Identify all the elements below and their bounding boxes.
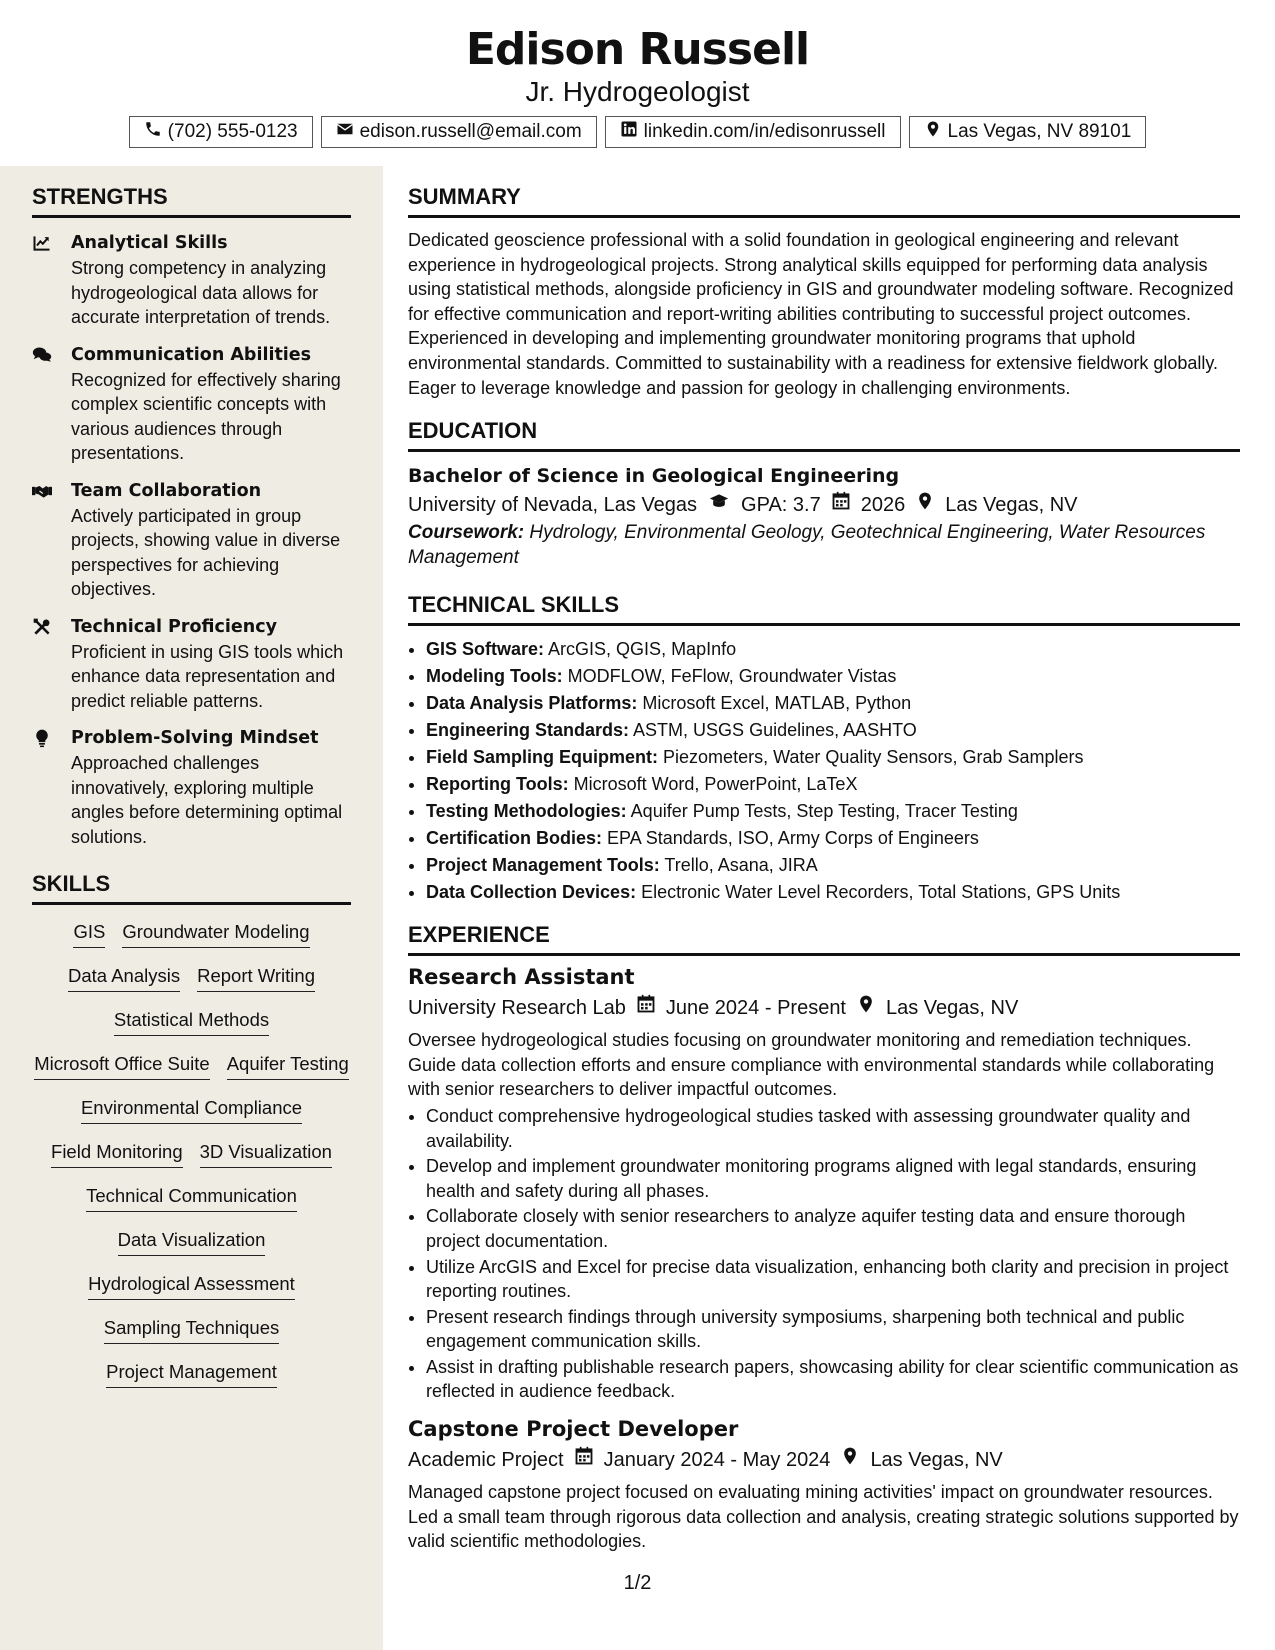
comments-icon [32,345,54,365]
school-location: Las Vegas, NV [945,494,1078,517]
skill-tag: Report Writing [197,963,315,992]
chart-line-icon [32,233,54,253]
list-item: • Present research findings through university symposiums, sharpening both technical and public engagement communication skills. [426,1305,1240,1354]
tech-value: Microsoft Excel, MATLAB, Python [642,693,912,714]
resume-header [0,0,1275,148]
job-dates: June 2024 - Present [665,997,846,1020]
summary-heading: SUMMARY [408,184,1240,218]
calendar-icon [636,992,656,1024]
tech-label: Testing Methodologies: [426,801,627,822]
school-name: University of Nevada, Las Vegas [408,494,698,517]
list-item [426,636,1240,663]
list-item [426,717,1240,744]
tools-icon [32,617,54,637]
skills-list [32,905,351,1388]
linkedin-icon [620,120,638,144]
strength-title: Communication Abilities [71,344,312,365]
candidate-role: Jr. Hydrogeologist [525,76,750,107]
skill-tag: Field Monitoring [51,1139,183,1168]
tech-label: Field Sampling Equipment: [426,747,659,768]
tech-value: Microsoft Word, PowerPoint, LaTeX [573,774,858,795]
tech-label: Modeling Tools: [426,666,563,687]
handshake-icon [32,481,54,501]
lightbulb-icon [32,728,54,748]
list-item [426,690,1240,717]
map-pin-icon [924,120,942,144]
education-meta [408,489,1240,521]
summary-text: Dedicated geoscience professional with a solid foundation in geological engineering and relevant experience in hydrogeological projects. Strong analytical skills equipped for performing data analysis using statistical methods, alongside proficiency in GIS and groundwater modeling software. Recognized for effective communication and report-writing abilities contributing to successful project outcomes. Experienced in developing and implementing groundwater monitoring programs that uphold environmental standards. Committed to sustainability with a readiness for extensive fieldwork globally. Eager to leverage knowledge and passion for geology in challenging environments. [408,230,1234,398]
contact-phone[interactable] [129,116,313,148]
job-description: Managed capstone project focused on evaluating mining activities' impact on groundwater resources. Led a small team through rigorous data collection and analysis, creating strategic solutions supported by valid scientific methodologies. [408,1482,1239,1552]
candidate-name: Edison Russell [465,24,810,75]
map-pin-icon [840,1444,860,1476]
contact-linkedin-text: linkedin.com/in/edisonrussell [643,121,886,142]
coursework [408,521,1240,570]
job-org: University Research Lab [408,997,626,1020]
strength-item [32,478,351,602]
strength-desc: Approached challenges innovatively, exploring multiple angles before determining optimal solutions. [71,753,343,847]
degree-title: Bachelor of Science in Geological Engineering [408,465,900,488]
strengths-heading: STRENGTHS [32,184,351,218]
tech-value: ArcGIS, QGIS, MapInfo [548,639,737,660]
list-item: • Conduct comprehensive hydrogeological studies tasked with assessing groundwater quality and availability. [426,1104,1240,1153]
skill-tag: Hydrological Assessment [88,1271,295,1300]
list-item [426,798,1240,825]
job-title: Capstone Project Developer [408,1417,739,1442]
calendar-icon [574,1444,594,1476]
strength-desc: Proficient in using GIS tools which enhance data representation and predict reliable patterns. [71,641,344,711]
tech-label: Project Management Tools: [426,855,660,876]
job-location: Las Vegas, NV [886,997,1019,1020]
tech-value: EPA Standards, ISO, Army Corps of Engineers [607,828,979,849]
tech-label: Data Collection Devices: [426,882,637,903]
strength-title: Team Collaboration [71,480,262,501]
strength-item [32,342,351,466]
coursework-list: Hydrology, Environmental Geology, Geotechnical Engineering, Water Resources Management [408,522,1206,568]
tech-value: ASTM, USGS Guidelines, AASHTO [633,720,917,741]
list-item [426,663,1240,690]
contact-location-text: Las Vegas, NV 89101 [947,121,1132,142]
tech-label: Reporting Tools: [426,774,569,795]
tech-label: Engineering Standards: [426,720,630,741]
skill-tag: Microsoft Office Suite [34,1051,209,1080]
list-item [426,879,1240,906]
strength-item [32,725,351,849]
strength-item [32,230,351,330]
skill-tag: Aquifer Testing [227,1051,349,1080]
tech-value: Aquifer Pump Tests, Step Testing, Tracer Testing [630,801,1018,822]
job-location: Las Vegas, NV [870,1449,1003,1472]
skill-tag: 3D Visualization [200,1139,332,1168]
tech-label: GIS Software: [426,639,545,660]
job-meta [408,1444,1240,1476]
job-meta [408,992,1240,1024]
experience-heading: EXPERIENCE [408,922,1240,956]
tech-value: Piezometers, Water Quality Sensors, Grab Samplers [663,747,1084,768]
strength-item [32,614,351,714]
envelope-icon [336,120,354,144]
list-item [426,852,1240,879]
tech-value: Trello, Asana, JIRA [664,855,818,876]
tech-value: Electronic Water Level Recorders, Total Stations, GPS Units [641,882,1121,903]
gpa: GPA: 3.7 [741,494,821,517]
tech-value: MODFLOW, FeFlow, Groundwater Vistas [567,666,897,687]
page-number: 1/2 [623,1572,652,1594]
skill-tag: Statistical Methods [114,1007,269,1036]
list-item: • Assist in drafting publishable research papers, showcasing ability for clear scientific communication as reflected in audience feedback. [426,1355,1240,1404]
job-org: Academic Project [408,1449,564,1472]
contact-linkedin[interactable] [605,116,901,148]
technical-skills-list [408,636,1240,906]
skill-tag: Data Analysis [68,963,180,992]
strength-title: Analytical Skills [71,233,228,253]
list-item: • Develop and implement groundwater monitoring programs aligned with legal standards, ensuring health and safety during all phases. [426,1154,1240,1203]
contact-email-text: edison.russell@email.com [359,121,582,142]
sidebar [0,166,383,1650]
strength-title: Technical Proficiency [71,616,277,637]
skills-heading: SKILLS [32,871,351,905]
list-item [426,744,1240,771]
skill-tag: Project Management [106,1359,277,1388]
main-content [408,166,1240,1554]
tech-label: Data Analysis Platforms: [426,693,638,714]
list-item [426,825,1240,852]
phone-icon [144,120,162,144]
contact-phone-text: (702) 555-0123 [167,121,298,142]
map-pin-icon [856,992,876,1024]
map-pin-icon [915,489,935,521]
education-heading: EDUCATION [408,418,1240,452]
contact-location[interactable] [909,116,1147,148]
tech-label: Certification Bodies: [426,828,603,849]
strength-desc: Recognized for effectively sharing complex scientific concepts with various audiences through presentations. [71,369,341,463]
skill-tag: Sampling Techniques [104,1315,280,1344]
skill-tag: Environmental Compliance [81,1095,302,1124]
calendar-icon [831,489,851,521]
job-bullets [408,1104,1240,1404]
skill-tag: Technical Communication [86,1183,297,1212]
contact-email[interactable] [321,116,597,148]
job-title: Research Assistant [408,965,635,990]
list-item: • Collaborate closely with senior researchers to analyze aquifer testing data and ensure thorough project documentation. [426,1204,1240,1253]
strength-title: Problem-Solving Mindset [71,728,319,748]
contact-bar [0,116,1275,148]
skill-tag: Data Visualization [118,1227,266,1256]
job-description: Oversee hydrogeological studies focusing on groundwater monitoring and remediation techniques. Guide data collection efforts and ensure compliance with environmental standards while collaborating with senior researchers to deliver impactful outcomes. [408,1030,1215,1100]
list-item: • Utilize ArcGIS and Excel for precise data visualization, enhancing both clarity and precision in project reporting routines. [426,1255,1240,1304]
skill-tag: Groundwater Modeling [122,919,309,948]
strength-desc: Strong competency in analyzing hydrogeological data allows for accurate interpretation of trends. [71,258,331,327]
coursework-label: Coursework: [408,522,525,544]
strength-desc: Actively participated in group projects, showing value in diverse perspectives for achieving objectives. [71,505,341,599]
technical-skills-heading: TECHNICAL SKILLS [408,592,1240,626]
list-item [426,771,1240,798]
skill-tag: GIS [73,919,105,948]
job-dates: January 2024 - May 2024 [603,1449,831,1472]
graduation-year: 2026 [860,494,906,517]
graduation-cap-icon [707,489,731,521]
